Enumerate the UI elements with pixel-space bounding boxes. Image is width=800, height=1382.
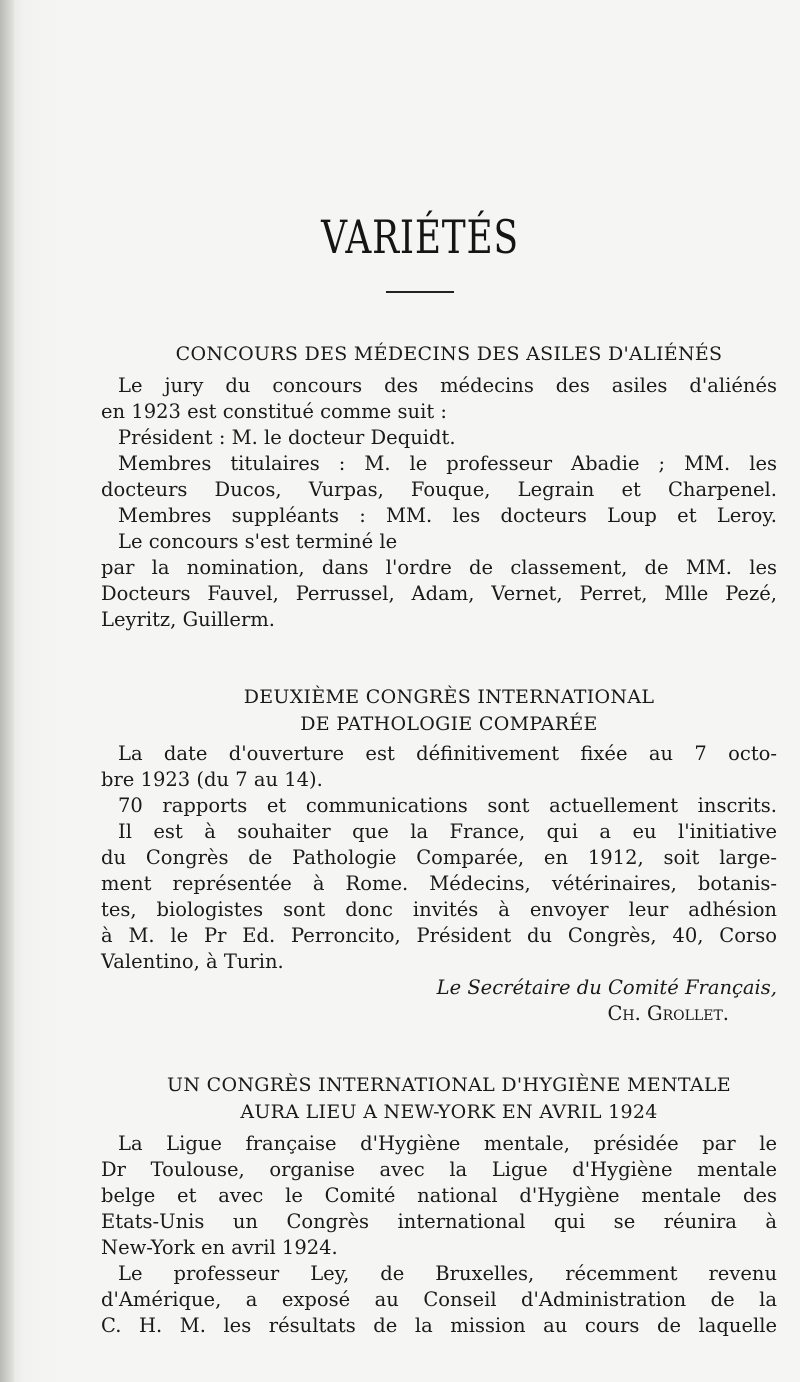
paragraph-line: New-York en avril 1924. [101,1236,338,1259]
paragraph-line: du Congrès de Pathologie Comparée, en 1912, soit large- [101,846,777,869]
paragraph-line: La date d'ouverture est définitivement fixée au 7 octo- [118,742,777,765]
page-gutter-shadow [0,0,14,1382]
section-heading-line1: DEUXIÈME CONGRÈS INTERNATIONAL [243,686,655,708]
paragraph-line: 70 rapports et communications sont actuellement inscrits. [118,794,777,817]
page-title: VARIÉTÉS [321,210,519,264]
paragraph-line: tes, biologistes sont donc invités à envoyer leur adhésion [101,898,777,921]
paragraph-line: La Ligue française d'Hygiène mentale, présidée par le [118,1132,777,1155]
title-rule [386,291,454,293]
paragraph-line: Valentino, à Turin. [101,950,284,973]
paragraph-line: par la nomination, dans l'ordre de classement, de MM. les [101,556,777,579]
section-concours [101,341,777,633]
section-heading-line2: DE PATHOLOGIE COMPARÉE [300,713,598,735]
section-hygiene-mentale [101,1072,777,1339]
paragraph-line: bre 1923 (du 7 au 14). [101,768,323,791]
paragraph-line: Le jury du concours des médecins des asiles d'aliénés [118,374,777,397]
paragraph-line: Docteurs Fauvel, Perrussel, Adam, Vernet, Perret, Mlle Pezé, [101,582,777,605]
paragraph-line: en 1923 est constitué comme suit : [101,400,447,423]
paragraph-line: Dr Toulouse, organise avec la Ligue d'Hygiène mentale [101,1158,777,1181]
signature-title: Le Secrétaire du Comité Français, [436,976,777,999]
paragraph-line: Leyritz, Guillerm. [101,608,275,631]
section-heading: CONCOURS DES MÉDECINS DES ASILES D'ALIÉNÉS [175,343,723,365]
section-heading-line2: AURA LIEU A NEW-YORK EN AVRIL 1924 [240,1101,658,1123]
paragraph-line: Etats-Unis un Congrès international qui se réunira à [101,1210,777,1233]
paragraph-line: à M. le Pr Ed. Perroncito, Président du Congrès, 40, Corso [101,924,777,947]
paragraph-line: ment représentée à Rome. Médecins, vétérinaires, botanis- [101,872,777,895]
paragraph-line: Le professeur Ley, de Bruxelles, récemment revenu [118,1262,777,1285]
paragraph-line: Membres suppléants : MM. les docteurs Loup et Leroy. [118,504,777,527]
paragraph-line: C. H. M. les résultats de la mission au cours de laquelle [101,1314,777,1337]
paragraph-line: belge et avec le Comité national d'Hygiène mentale des [101,1184,777,1207]
paragraph-line: Membres titulaires : M. le professeur Abadie ; MM. les [118,452,777,475]
paragraph-line: d'Amérique, a exposé au Conseil d'Administration de la [101,1288,777,1311]
paragraph-line: Il est à souhaiter que la France, qui a eu l'initiative [118,820,777,843]
section-pathologie [101,684,777,1027]
paragraph-line: docteurs Ducos, Vurpas, Fouque, Legrain et Charpenel. [101,478,777,501]
paragraph-line: Le concours s'est terminé le [118,530,398,553]
section-heading-line1: UN CONGRÈS INTERNATIONAL D'HYGIÈNE MENTALE [167,1074,731,1096]
signature-name: Ch. Grollet. [607,1002,729,1025]
paragraph-line: Président : M. le docteur Dequidt. [118,426,456,449]
